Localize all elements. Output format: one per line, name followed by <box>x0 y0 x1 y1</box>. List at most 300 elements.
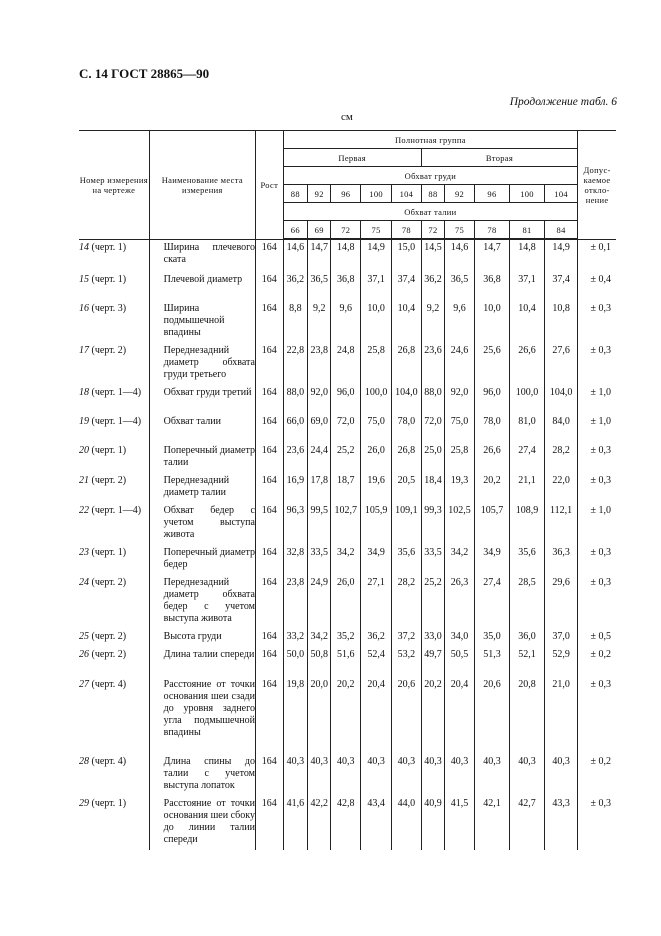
drawing-reference: (черт. 2) <box>89 344 127 356</box>
waist-value-0: 66 <box>283 221 307 239</box>
tolerance-value: ± 0,3 <box>578 796 616 850</box>
measurement-number <box>79 754 149 796</box>
measurement-name: Расстояние от точки основания шеи сбоку до линии талии спереди <box>149 796 255 850</box>
cell-value: 23,8 <box>308 343 331 385</box>
measurement-name: Ширина подмышечной впадины <box>149 301 255 343</box>
cell-value: 9,6 <box>331 301 361 343</box>
cell-value: 36,0 <box>510 629 545 647</box>
cell-value: 102,5 <box>445 503 475 545</box>
cell-value: 14,6 <box>283 240 307 272</box>
measurement-number <box>79 503 149 545</box>
waist-value-6: 75 <box>445 221 475 239</box>
measurement-number-value: 18 <box>79 386 89 398</box>
measurement-name: Расстояние от точки основания шеи сзади до уровня заднего угла подмышечной впадины <box>149 677 255 754</box>
cell-value: 96,3 <box>283 503 307 545</box>
table-row <box>79 385 616 414</box>
cell-value: 104,0 <box>392 385 422 414</box>
cell-value: 8,8 <box>283 301 307 343</box>
measurement-number <box>79 677 149 754</box>
chest-value-6: 92 <box>445 185 475 203</box>
cell-value: 10,0 <box>474 301 509 343</box>
cell-value: 9,2 <box>308 301 331 343</box>
cell-value: 34,2 <box>308 629 331 647</box>
cell-value: 40,3 <box>510 754 545 796</box>
cell-value: 23,8 <box>283 575 307 629</box>
col-header-second: Вторая <box>421 149 577 167</box>
drawing-reference: (черт. 1) <box>89 242 127 253</box>
cell-value: 21,0 <box>545 677 578 754</box>
measurement-number <box>79 272 149 301</box>
height-value: 164 <box>255 343 283 385</box>
table-continuation-label: Продолжение табл. 6 <box>509 96 617 108</box>
measurement-number-value: 17 <box>79 344 89 356</box>
measurement-number-value: 25 <box>79 630 89 642</box>
cell-value: 26,8 <box>392 443 422 473</box>
cell-value: 24,9 <box>308 575 331 629</box>
cell-value: 43,3 <box>545 796 578 850</box>
cell-value: 24,4 <box>308 443 331 473</box>
table-row <box>79 240 616 272</box>
cell-value: 36,5 <box>308 272 331 301</box>
drawing-reference: (черт. 1) <box>89 797 127 809</box>
cell-value: 21,1 <box>510 473 545 503</box>
cell-value: 40,3 <box>474 754 509 796</box>
height-value: 164 <box>255 240 283 272</box>
drawing-reference: (черт. 1—4) <box>89 386 142 398</box>
cell-value: 29,6 <box>545 575 578 629</box>
cell-value: 33,5 <box>308 545 331 575</box>
cell-value: 43,4 <box>361 796 392 850</box>
cell-value: 20,4 <box>445 677 475 754</box>
cell-value: 33,0 <box>421 629 444 647</box>
cell-value: 14,7 <box>308 240 331 272</box>
measurement-number <box>79 629 149 647</box>
waist-value-4: 78 <box>392 221 422 239</box>
cell-value: 50,8 <box>308 647 331 677</box>
measurement-number <box>79 301 149 343</box>
measurement-number-value: 20 <box>79 444 89 456</box>
cell-value: 25,0 <box>421 443 444 473</box>
table-row <box>79 629 616 647</box>
measurement-number <box>79 575 149 629</box>
cell-value: 20,6 <box>474 677 509 754</box>
height-value: 164 <box>255 796 283 850</box>
cell-value: 42,1 <box>474 796 509 850</box>
height-value: 164 <box>255 754 283 796</box>
drawing-reference: (черт. 1—4) <box>89 415 142 427</box>
cell-value: 33,5 <box>421 545 444 575</box>
cell-value: 18,4 <box>421 473 444 503</box>
measurement-name: Переднезадний диаметр обхвата груди третьего <box>149 343 255 385</box>
height-value: 164 <box>255 473 283 503</box>
measurement-number <box>79 796 149 850</box>
cell-value: 10,0 <box>361 301 392 343</box>
measurement-number-value: 15 <box>79 273 89 285</box>
cell-value: 37,2 <box>392 629 422 647</box>
table-row <box>79 443 616 473</box>
cell-value: 40,3 <box>331 754 361 796</box>
measurement-name: Обхват груди третий <box>149 385 255 414</box>
cell-value: 41,5 <box>445 796 475 850</box>
waist-value-3: 75 <box>361 221 392 239</box>
cell-value: 37,1 <box>361 272 392 301</box>
cell-value: 109,1 <box>392 503 422 545</box>
waist-value-7: 78 <box>474 221 509 239</box>
measurement-name: Высота груди <box>149 629 255 647</box>
cell-value: 26,3 <box>445 575 475 629</box>
measurement-number-value: 14 <box>79 242 89 253</box>
chest-value-8: 100 <box>510 185 545 203</box>
drawing-reference: (черт. 4) <box>89 678 127 690</box>
chest-value-1: 92 <box>308 185 331 203</box>
cell-value: 28,2 <box>392 575 422 629</box>
drawing-reference: (черт. 4) <box>89 755 127 767</box>
units-label: см <box>341 111 353 123</box>
tolerance-value: ± 1,0 <box>578 503 616 545</box>
measurement-name: Обхват бедер с учетом выступа живота <box>149 503 255 545</box>
measurement-number <box>79 545 149 575</box>
height-value: 164 <box>255 385 283 414</box>
cell-value: 102,7 <box>331 503 361 545</box>
cell-value: 14,8 <box>331 240 361 272</box>
tolerance-value: ± 0,1 <box>578 240 616 272</box>
cell-value: 18,7 <box>331 473 361 503</box>
cell-value: 36,8 <box>331 272 361 301</box>
table-row <box>79 575 616 629</box>
cell-value: 14,9 <box>545 240 578 272</box>
cell-value: 19,3 <box>445 473 475 503</box>
measurement-number-value: 26 <box>79 648 89 660</box>
table-row <box>79 647 616 677</box>
height-value: 164 <box>255 647 283 677</box>
cell-value: 42,8 <box>331 796 361 850</box>
cell-value: 34,0 <box>445 629 475 647</box>
measurement-number-value: 28 <box>79 755 89 767</box>
cell-value: 26,0 <box>361 443 392 473</box>
waist-value-1: 69 <box>308 221 331 239</box>
cell-value: 49,7 <box>421 647 444 677</box>
measurement-number-value: 24 <box>79 576 89 588</box>
measurement-number <box>79 414 149 443</box>
col-header-chest: Обхват груди <box>283 167 578 185</box>
measurement-number <box>79 443 149 473</box>
cell-value: 50,5 <box>445 647 475 677</box>
drawing-reference: (черт. 2) <box>89 474 127 486</box>
cell-value: 20,2 <box>331 677 361 754</box>
cell-value: 23,6 <box>283 443 307 473</box>
measurement-number-value: 23 <box>79 546 89 558</box>
cell-value: 112,1 <box>545 503 578 545</box>
cell-value: 20,8 <box>510 677 545 754</box>
cell-value: 51,6 <box>331 647 361 677</box>
cell-value: 100,0 <box>361 385 392 414</box>
measurement-number <box>79 240 149 272</box>
cell-value: 35,0 <box>474 629 509 647</box>
cell-value: 36,2 <box>421 272 444 301</box>
cell-value: 75,0 <box>361 414 392 443</box>
cell-value: 26,0 <box>331 575 361 629</box>
cell-value: 27,4 <box>474 575 509 629</box>
cell-value: 108,9 <box>510 503 545 545</box>
cell-value: 72,0 <box>331 414 361 443</box>
cell-value: 27,4 <box>510 443 545 473</box>
height-value: 164 <box>255 575 283 629</box>
cell-value: 9,6 <box>445 301 475 343</box>
cell-value: 24,8 <box>331 343 361 385</box>
col-header-height-text: Рост <box>260 180 279 190</box>
cell-value: 10,8 <box>545 301 578 343</box>
tolerance-value: ± 0,3 <box>578 575 616 629</box>
table-row <box>79 414 616 443</box>
measurement-number-value: 19 <box>79 415 89 427</box>
cell-value: 78,0 <box>474 414 509 443</box>
cell-value: 40,3 <box>445 754 475 796</box>
cell-value: 26,6 <box>510 343 545 385</box>
cell-value: 27,1 <box>361 575 392 629</box>
col-header-name-text: Наименование места измерения <box>161 175 243 195</box>
drawing-reference: (черт. 1) <box>89 546 127 558</box>
chest-value-3: 100 <box>361 185 392 203</box>
measurement-name: Обхват талии <box>149 414 255 443</box>
table-row <box>79 343 616 385</box>
cell-value: 23,6 <box>421 343 444 385</box>
cell-value: 28,5 <box>510 575 545 629</box>
drawing-reference: (черт. 1) <box>89 444 127 456</box>
cell-value: 19,6 <box>361 473 392 503</box>
cell-value: 40,3 <box>308 754 331 796</box>
cell-value: 22,0 <box>545 473 578 503</box>
cell-value: 92,0 <box>308 385 331 414</box>
tolerance-value: ± 0,2 <box>578 647 616 677</box>
cell-value: 66,0 <box>283 414 307 443</box>
height-value: 164 <box>255 272 283 301</box>
drawing-reference: (черт. 1—4) <box>89 504 142 516</box>
tolerance-value: ± 1,0 <box>578 414 616 443</box>
tolerance-value: ± 0,3 <box>578 343 616 385</box>
measurement-name: Длина спины до талии с учетом выступа лопаток <box>149 754 255 796</box>
table-row <box>79 473 616 503</box>
measurement-number-value: 22 <box>79 504 89 516</box>
tolerance-value: ± 0,3 <box>578 545 616 575</box>
cell-value: 34,2 <box>331 545 361 575</box>
waist-value-2: 72 <box>331 221 361 239</box>
height-value: 164 <box>255 503 283 545</box>
height-value: 164 <box>255 414 283 443</box>
measurement-name: Переднезадний диаметр талии <box>149 473 255 503</box>
col-header-number-text: Номер измерения на чертеже <box>79 175 148 195</box>
col-header-waist: Обхват талии <box>283 203 578 221</box>
col-header-tolerance-text: Допус-каемое откло-нение <box>583 165 611 205</box>
height-value: 164 <box>255 677 283 754</box>
cell-value: 105,7 <box>474 503 509 545</box>
measurement-name: Плечевой диаметр <box>149 272 255 301</box>
cell-value: 40,3 <box>545 754 578 796</box>
cell-value: 20,6 <box>392 677 422 754</box>
cell-value: 35,6 <box>392 545 422 575</box>
chest-value-2: 96 <box>331 185 361 203</box>
col-header-name <box>149 131 255 240</box>
cell-value: 40,9 <box>421 796 444 850</box>
cell-value: 32,8 <box>283 545 307 575</box>
drawing-reference: (черт. 2) <box>89 630 127 642</box>
cell-value: 20,2 <box>474 473 509 503</box>
cell-value: 34,9 <box>474 545 509 575</box>
cell-value: 78,0 <box>392 414 422 443</box>
table-row <box>79 796 616 850</box>
cell-value: 9,2 <box>421 301 444 343</box>
cell-value: 20,2 <box>421 677 444 754</box>
cell-value: 37,4 <box>392 272 422 301</box>
table-row <box>79 677 616 754</box>
cell-value: 84,0 <box>545 414 578 443</box>
cell-value: 42,7 <box>510 796 545 850</box>
cell-value: 44,0 <box>392 796 422 850</box>
cell-value: 100,0 <box>510 385 545 414</box>
cell-value: 37,1 <box>510 272 545 301</box>
cell-value: 105,9 <box>361 503 392 545</box>
measurement-number-value: 27 <box>79 678 89 690</box>
measurement-name: Поперечный диаметр бедер <box>149 545 255 575</box>
cell-value: 20,4 <box>361 677 392 754</box>
cell-value: 40,3 <box>283 754 307 796</box>
col-header-tolerance <box>578 131 616 240</box>
cell-value: 51,3 <box>474 647 509 677</box>
cell-value: 24,6 <box>445 343 475 385</box>
cell-value: 15,0 <box>392 240 422 272</box>
cell-value: 50,0 <box>283 647 307 677</box>
col-header-group: Полнотная группа <box>283 131 578 149</box>
table-row <box>79 272 616 301</box>
tolerance-value: ± 1,0 <box>578 385 616 414</box>
cell-value: 33,2 <box>283 629 307 647</box>
cell-value: 52,4 <box>361 647 392 677</box>
cell-value: 92,0 <box>445 385 475 414</box>
table-row <box>79 754 616 796</box>
measurement-number <box>79 647 149 677</box>
cell-value: 14,5 <box>421 240 444 272</box>
cell-value: 36,8 <box>474 272 509 301</box>
cell-value: 52,9 <box>545 647 578 677</box>
tolerance-value: ± 0,2 <box>578 754 616 796</box>
cell-value: 34,9 <box>361 545 392 575</box>
tolerance-value: ± 0,4 <box>578 272 616 301</box>
cell-value: 88,0 <box>283 385 307 414</box>
cell-value: 17,8 <box>308 473 331 503</box>
page-header: С. 14 ГОСТ 28865—90 <box>79 66 210 81</box>
tolerance-value: ± 0,3 <box>578 443 616 473</box>
cell-value: 40,3 <box>392 754 422 796</box>
height-value: 164 <box>255 545 283 575</box>
tolerance-value: ± 0,3 <box>578 473 616 503</box>
cell-value: 26,6 <box>474 443 509 473</box>
tolerance-value: ± 0,3 <box>578 301 616 343</box>
measurement-name: Поперечный диаметр талии <box>149 443 255 473</box>
cell-value: 40,3 <box>421 754 444 796</box>
cell-value: 99,5 <box>308 503 331 545</box>
cell-value: 35,6 <box>510 545 545 575</box>
cell-value: 72,0 <box>421 414 444 443</box>
cell-value: 14,8 <box>510 240 545 272</box>
drawing-reference: (черт. 2) <box>89 648 127 660</box>
cell-value: 14,7 <box>474 240 509 272</box>
cell-value: 96,0 <box>331 385 361 414</box>
cell-value: 25,2 <box>421 575 444 629</box>
cell-value: 69,0 <box>308 414 331 443</box>
cell-value: 99,3 <box>421 503 444 545</box>
drawing-reference: (черт. 2) <box>89 576 127 588</box>
cell-value: 36,5 <box>445 272 475 301</box>
chest-value-7: 96 <box>474 185 509 203</box>
cell-value: 25,6 <box>474 343 509 385</box>
cell-value: 42,2 <box>308 796 331 850</box>
cell-value: 40,3 <box>361 754 392 796</box>
cell-value: 36,3 <box>545 545 578 575</box>
cell-value: 41,6 <box>283 796 307 850</box>
measurement-name: Длина талии спереди <box>149 647 255 677</box>
table-row <box>79 301 616 343</box>
cell-value: 10,4 <box>392 301 422 343</box>
cell-value: 53,2 <box>392 647 422 677</box>
drawing-reference: (черт. 3) <box>89 302 127 314</box>
cell-value: 28,2 <box>545 443 578 473</box>
chest-value-9: 104 <box>545 185 578 203</box>
waist-value-8: 81 <box>510 221 545 239</box>
cell-value: 34,2 <box>445 545 475 575</box>
cell-value: 26,8 <box>392 343 422 385</box>
cell-value: 36,2 <box>283 272 307 301</box>
waist-value-5: 72 <box>421 221 444 239</box>
measurements-table <box>79 130 616 850</box>
cell-value: 16,9 <box>283 473 307 503</box>
cell-value: 19,8 <box>283 677 307 754</box>
measurement-number <box>79 473 149 503</box>
measurement-name: Переднезадний диаметр обхвата бедер с учетом выступа живота <box>149 575 255 629</box>
cell-value: 88,0 <box>421 385 444 414</box>
cell-value: 35,2 <box>331 629 361 647</box>
col-header-first: Первая <box>283 149 421 167</box>
cell-value: 37,4 <box>545 272 578 301</box>
height-value: 164 <box>255 301 283 343</box>
cell-value: 75,0 <box>445 414 475 443</box>
cell-value: 10,4 <box>510 301 545 343</box>
table-row <box>79 503 616 545</box>
cell-value: 27,6 <box>545 343 578 385</box>
measurement-name: Ширина плечевого ската <box>149 240 255 272</box>
tolerance-value: ± 0,5 <box>578 629 616 647</box>
chest-value-4: 104 <box>392 185 422 203</box>
chest-value-5: 88 <box>421 185 444 203</box>
tolerance-value: ± 0,3 <box>578 677 616 754</box>
cell-value: 20,5 <box>392 473 422 503</box>
cell-value: 104,0 <box>545 385 578 414</box>
cell-value: 22,8 <box>283 343 307 385</box>
cell-value: 96,0 <box>474 385 509 414</box>
col-header-number <box>79 131 149 240</box>
cell-value: 14,6 <box>445 240 475 272</box>
col-header-height <box>255 131 283 240</box>
cell-value: 52,1 <box>510 647 545 677</box>
cell-value: 36,2 <box>361 629 392 647</box>
cell-value: 20,0 <box>308 677 331 754</box>
cell-value: 14,9 <box>361 240 392 272</box>
measurement-number <box>79 343 149 385</box>
measurement-number-value: 29 <box>79 797 89 809</box>
cell-value: 81,0 <box>510 414 545 443</box>
measurement-number <box>79 385 149 414</box>
cell-value: 25,2 <box>331 443 361 473</box>
waist-value-9: 84 <box>545 221 578 239</box>
chest-value-0: 88 <box>283 185 307 203</box>
